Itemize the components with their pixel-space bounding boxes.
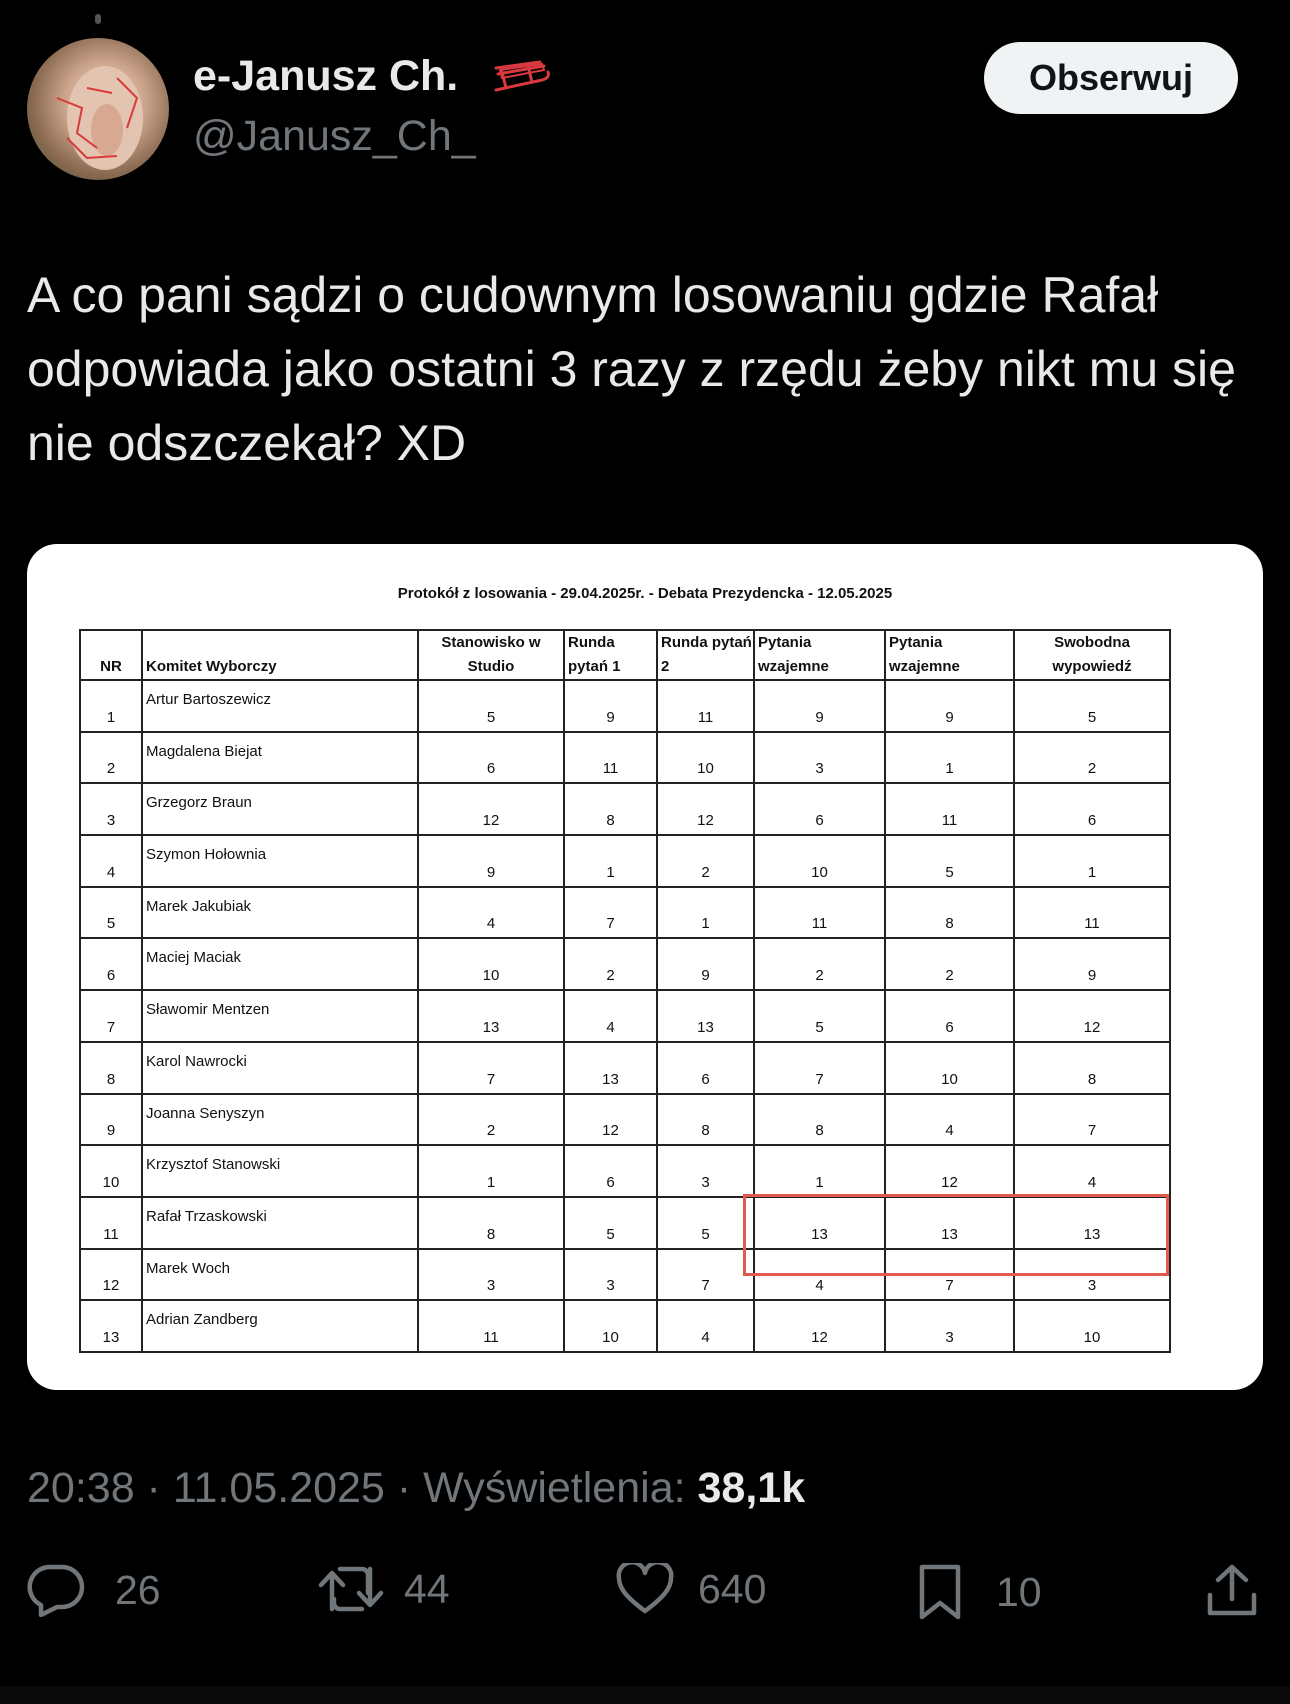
table-header-row (80, 630, 1170, 680)
cell-value: 12 (602, 1122, 619, 1140)
cell-value: 12 (1083, 1018, 1101, 1036)
cell-value: 6 (486, 760, 496, 778)
row-number: 2 (106, 760, 116, 778)
candidate-cell (142, 990, 418, 1042)
value-cell (418, 732, 564, 784)
row-number: 1 (106, 708, 116, 726)
value-cell (657, 1145, 754, 1197)
row-number-cell (80, 938, 142, 990)
follow-button[interactable]: Obserwuj (984, 42, 1238, 114)
column-header: Pytania wzajemne (885, 630, 1014, 680)
cell-value: 3 (945, 1329, 954, 1346)
row-number-cell (80, 680, 142, 732)
cell-value: 11 (1084, 915, 1100, 933)
value-cell (564, 1197, 657, 1249)
row-number-cell (80, 1300, 142, 1352)
row-number: 12 (102, 1277, 120, 1295)
value-cell (418, 990, 564, 1042)
candidate-name: Adrian Zandberg (146, 1311, 258, 1329)
row-number-cell (80, 1094, 142, 1146)
value-cell (657, 1042, 754, 1094)
cell-value: 4 (701, 1329, 710, 1346)
value-cell (885, 783, 1014, 835)
value-cell (657, 1249, 754, 1301)
next-content-edge (0, 1686, 1290, 1704)
cell-value: 6 (701, 1070, 710, 1088)
row-number-cell (80, 732, 142, 784)
avatar-image (27, 38, 169, 180)
value-cell (564, 887, 657, 939)
cell-value: 8 (701, 1122, 710, 1140)
value-cell (418, 680, 564, 732)
value-cell (564, 990, 657, 1042)
value-cell (885, 1145, 1014, 1197)
value-cell (1014, 1145, 1170, 1197)
document-title: Protokół z losowania - 29.04.2025r. - Debata Prezydencka - 12.05.2025 (397, 585, 893, 602)
row-number: 6 (106, 967, 116, 985)
cell-value: 4 (606, 1018, 615, 1036)
value-cell (754, 990, 885, 1042)
row-number-cell (80, 990, 142, 1042)
like-count: 640 (698, 1565, 767, 1612)
bookmark-icon (916, 1563, 964, 1621)
row-number: 5 (106, 915, 116, 933)
value-cell (418, 938, 564, 990)
row-number-cell (80, 1145, 142, 1197)
cell-value: 11 (697, 708, 714, 726)
cell-value: 1 (606, 863, 615, 881)
value-cell (1014, 732, 1170, 784)
table-row (80, 783, 1170, 835)
cell-value: 9 (606, 708, 615, 726)
cell-value: 3 (815, 760, 824, 778)
cell-value: 12 (697, 812, 714, 830)
cell-value: 2 (606, 967, 615, 985)
cell-value: 1 (1087, 863, 1097, 881)
value-cell (885, 835, 1014, 887)
cell-value: 8 (1087, 1070, 1097, 1088)
value-cell (564, 1094, 657, 1146)
candidate-cell (142, 835, 418, 887)
cell-value: 9 (945, 708, 954, 726)
cell-value: 2 (945, 967, 954, 985)
value-cell (657, 887, 754, 939)
row-number: 8 (106, 1070, 116, 1088)
column-header: Runda pytań 1 (564, 630, 657, 680)
value-cell (657, 938, 754, 990)
cell-value: 5 (815, 1018, 824, 1036)
candidate-name: Rafał Trzaskowski (146, 1207, 267, 1225)
tweet-text: A co pani sądzi o cudownym losowaniu gdzie Rafał odpowiada jako ostatni 3 razy z rzędu żeby nikt mu się nie odszczekał? XD (27, 267, 1236, 471)
row-number: 4 (106, 863, 116, 881)
repost-icon (318, 1563, 384, 1615)
candidate-cell (142, 1145, 418, 1197)
cell-value: 7 (606, 915, 615, 933)
value-cell (564, 783, 657, 835)
value-cell (1014, 1042, 1170, 1094)
cell-value: 7 (815, 1070, 824, 1088)
table-row (80, 1094, 1170, 1146)
cell-value: 6 (1087, 812, 1097, 830)
column-header: Pytania wzajemne (754, 630, 885, 680)
value-cell (1014, 783, 1170, 835)
cell-value: 5 (945, 863, 954, 881)
row-number-cell (80, 1197, 142, 1249)
value-cell (754, 938, 885, 990)
cell-value: 10 (1083, 1329, 1101, 1346)
like-button[interactable] (616, 1563, 766, 1615)
cell-value: 1 (945, 760, 954, 778)
row-number: 11 (103, 1225, 119, 1243)
value-cell (885, 732, 1014, 784)
views-label: Wyświetlenia: (423, 1464, 686, 1512)
views-count: 38,1k (697, 1464, 806, 1512)
cell-value: 8 (945, 915, 954, 933)
cell-value: 13 (811, 1225, 828, 1243)
bookmark-count: 10 (996, 1568, 1042, 1615)
candidate-name: Magdalena Biejat (146, 742, 262, 760)
candidate-name: Joanna Senyszyn (146, 1104, 265, 1122)
value-cell (754, 835, 885, 887)
row-number: 13 (102, 1329, 120, 1346)
cell-value: 3 (486, 1277, 496, 1295)
cell-value: 2 (701, 863, 710, 881)
cell-value: 5 (701, 1225, 710, 1243)
value-cell (418, 1249, 564, 1301)
share-button[interactable] (1206, 1563, 1258, 1619)
cell-value: 10 (602, 1329, 619, 1346)
table-row (80, 1042, 1170, 1094)
table-row (80, 1145, 1170, 1197)
cell-value: 12 (811, 1329, 828, 1346)
sled-icon (492, 58, 554, 98)
cell-value: 6 (815, 812, 824, 830)
bookmark-button[interactable] (916, 1563, 1042, 1621)
value-cell (754, 1300, 885, 1352)
candidate-name: Artur Bartoszewicz (146, 691, 272, 708)
value-cell (754, 732, 885, 784)
share-icon (1206, 1563, 1258, 1619)
value-cell (418, 835, 564, 887)
value-cell (754, 1145, 885, 1197)
candidate-cell (142, 1094, 418, 1146)
value-cell (885, 990, 1014, 1042)
value-cell (657, 732, 754, 784)
cell-value: 11 (483, 1329, 499, 1346)
value-cell (564, 1145, 657, 1197)
cell-value: 4 (486, 915, 496, 933)
avatar[interactable] (27, 38, 169, 180)
candidate-cell (142, 783, 418, 835)
candidate-name: Karol Nawrocki (146, 1052, 247, 1070)
value-cell (1014, 990, 1170, 1042)
repost-button[interactable] (318, 1563, 450, 1615)
cell-value: 7 (701, 1277, 710, 1295)
cell-value: 8 (606, 812, 615, 830)
repost-count: 44 (404, 1565, 450, 1612)
value-cell (885, 1300, 1014, 1352)
tweet-time[interactable]: 20:38 (27, 1464, 135, 1512)
cell-value: 3 (701, 1173, 710, 1191)
cell-value: 8 (486, 1225, 496, 1243)
candidate-name: Maciej Maciak (146, 949, 242, 967)
cell-value: 7 (1087, 1122, 1097, 1140)
value-cell (564, 1300, 657, 1352)
cell-value: 9 (486, 863, 496, 881)
cell-value: 6 (945, 1018, 954, 1036)
cell-value: 9 (815, 708, 824, 726)
value-cell (1014, 835, 1170, 887)
table-row (80, 732, 1170, 784)
value-cell (418, 1145, 564, 1197)
value-cell (1014, 1094, 1170, 1146)
table-row (80, 938, 1170, 990)
value-cell (1014, 1300, 1170, 1352)
row-number: 10 (102, 1173, 120, 1191)
table-row (80, 887, 1170, 939)
value-cell (885, 1042, 1014, 1094)
table-row (80, 680, 1170, 732)
value-cell (1014, 938, 1170, 990)
candidate-cell (142, 1249, 418, 1301)
value-cell (885, 680, 1014, 732)
cell-value: 3 (1087, 1277, 1097, 1295)
candidate-name: Marek Jakubiak (146, 897, 252, 915)
candidate-cell (142, 938, 418, 990)
column-header: Swobodna wypowiedź (1014, 630, 1170, 680)
candidate-cell (142, 732, 418, 784)
cell-value: 1 (815, 1173, 824, 1191)
candidate-name: Sławomir Mentzen (146, 1001, 270, 1019)
row-number: 9 (106, 1122, 116, 1140)
column-header: NR (80, 630, 142, 680)
cell-value: 7 (486, 1070, 496, 1088)
cell-value: 12 (941, 1173, 958, 1191)
cell-value: 7 (945, 1277, 954, 1295)
value-cell (564, 1042, 657, 1094)
candidate-cell (142, 1197, 418, 1249)
cell-value: 1 (701, 915, 710, 933)
cell-value: 9 (701, 967, 710, 985)
value-cell (418, 1094, 564, 1146)
cell-value: 4 (815, 1277, 824, 1295)
cell-value: 6 (606, 1173, 615, 1191)
cell-value: 5 (1087, 708, 1097, 726)
value-cell (754, 1094, 885, 1146)
cell-value: 2 (486, 1122, 496, 1140)
cell-value: 8 (815, 1122, 824, 1140)
cell-value: 2 (815, 967, 824, 985)
reply-button[interactable] (27, 1563, 161, 1617)
tweet-meta: 20:38 · 11.05.2025 · Wyświetlenia: 38,1k (27, 1464, 806, 1512)
value-cell (885, 887, 1014, 939)
cell-value: 4 (1087, 1173, 1097, 1191)
cell-value: 11 (941, 812, 958, 830)
value-cell (564, 938, 657, 990)
cell-value: 5 (606, 1225, 615, 1243)
value-cell (418, 1300, 564, 1352)
row-number-cell (80, 783, 142, 835)
candidate-name: Krzysztof Stanowski (146, 1156, 281, 1174)
value-cell (657, 835, 754, 887)
candidate-cell (142, 1042, 418, 1094)
value-cell (657, 783, 754, 835)
value-cell (564, 732, 657, 784)
value-cell (885, 1094, 1014, 1146)
row-number-cell (80, 887, 142, 939)
value-cell (418, 1197, 564, 1249)
display-name[interactable]: e-Janusz Ch. (193, 52, 459, 100)
value-cell (1014, 887, 1170, 939)
cell-value: 13 (941, 1225, 958, 1243)
table-row (80, 990, 1170, 1042)
cell-value: 13 (602, 1070, 619, 1088)
cell-value: 13 (482, 1018, 500, 1036)
value-cell (657, 1197, 754, 1249)
value-cell (564, 680, 657, 732)
value-cell (564, 835, 657, 887)
cell-value: 13 (1083, 1225, 1101, 1243)
value-cell (885, 938, 1014, 990)
column-header: Runda pytań 2 (657, 630, 754, 680)
cell-value: 11 (602, 760, 619, 778)
cell-value: 13 (697, 1018, 714, 1036)
cell-value: 3 (606, 1277, 615, 1295)
row-number-cell (80, 835, 142, 887)
table-row (80, 835, 1170, 887)
tweet-media-image[interactable] (27, 544, 1263, 1390)
candidate-name: Szymon Hołownia (146, 846, 267, 864)
cell-value: 11 (811, 915, 828, 933)
cell-value: 10 (941, 1070, 958, 1088)
value-cell (1014, 680, 1170, 732)
heart-icon (616, 1563, 674, 1615)
cell-value: 9 (1087, 967, 1097, 985)
table-row (80, 1300, 1170, 1352)
row-number-cell (80, 1042, 142, 1094)
cell-value: 2 (1087, 760, 1097, 778)
reply-count: 26 (115, 1566, 161, 1613)
status-indicator (95, 14, 101, 24)
value-cell (564, 1249, 657, 1301)
value-cell (418, 887, 564, 939)
highlight-box (743, 1194, 1169, 1276)
cell-value: 5 (486, 708, 496, 726)
value-cell (657, 1300, 754, 1352)
cell-value: 12 (482, 812, 500, 830)
cell-value: 4 (945, 1122, 954, 1140)
cell-value: 1 (486, 1173, 496, 1191)
value-cell (418, 1042, 564, 1094)
row-number: 7 (106, 1018, 116, 1036)
handle[interactable]: @Janusz_Ch_ (193, 112, 476, 160)
column-header: Komitet Wyborczy (142, 630, 418, 680)
row-number-cell (80, 1249, 142, 1301)
candidate-cell (142, 887, 418, 939)
tweet-date[interactable]: 11.05.2025 (172, 1464, 385, 1512)
candidate-cell (142, 1300, 418, 1352)
cell-value: 10 (482, 967, 500, 985)
value-cell (754, 887, 885, 939)
cell-value: 10 (811, 863, 828, 881)
reply-icon (27, 1563, 85, 1617)
cell-value: 10 (697, 760, 714, 778)
value-cell (754, 680, 885, 732)
candidate-cell (142, 680, 418, 732)
candidate-name: Marek Woch (146, 1259, 230, 1277)
row-number: 3 (106, 812, 116, 830)
value-cell (657, 1094, 754, 1146)
value-cell (754, 783, 885, 835)
value-cell (754, 1042, 885, 1094)
value-cell (657, 680, 754, 732)
column-header: Stanowisko w Studio (418, 630, 564, 680)
value-cell (418, 783, 564, 835)
value-cell (657, 990, 754, 1042)
candidate-name: Grzegorz Braun (146, 794, 252, 812)
